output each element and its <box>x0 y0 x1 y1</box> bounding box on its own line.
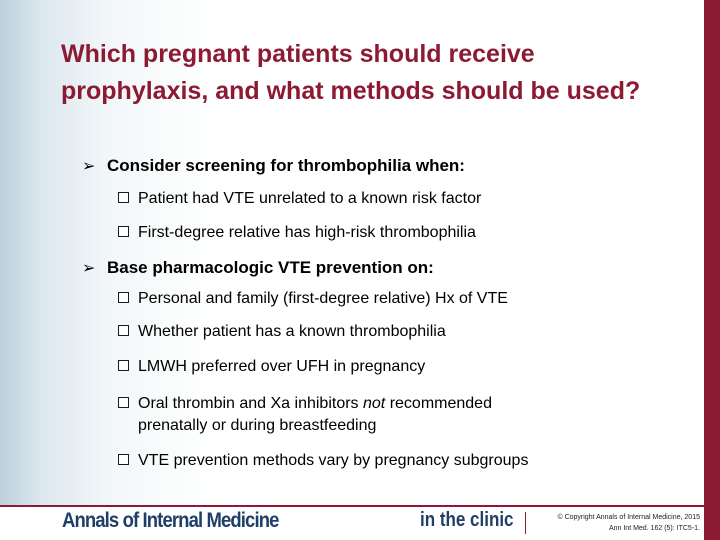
checkbox-bullet-icon <box>118 192 129 203</box>
checkbox-bullet-icon <box>118 292 129 303</box>
checkbox-bullet-icon <box>118 454 129 465</box>
arrow-bullet-icon: ➢ <box>82 260 96 277</box>
copyright-line2: Ann Int Med. 162 (5): ITC5-1. <box>608 525 700 532</box>
checkbox-bullet-icon <box>118 325 129 336</box>
checkbox-bullet-icon <box>118 360 129 371</box>
copyright <box>530 512 700 534</box>
footer-rule <box>0 505 704 507</box>
copyright-line1: © Copyright Annals of Internal Medicine, 2015 <box>557 514 700 521</box>
checkbox-bullet-icon <box>118 226 129 237</box>
bullet-label: Base pharmacologic VTE prevention on: <box>107 258 434 277</box>
item-text-line2: prenatally or during breastfeeding <box>138 417 377 434</box>
item-emphasis: not <box>363 395 386 412</box>
item-text: recommended <box>385 395 492 412</box>
right-accent-bar <box>704 0 720 540</box>
checkbox-bullet-icon <box>118 397 129 408</box>
footer-divider <box>525 512 526 534</box>
slide-title: Which pregnant patients should receive prophylaxis, and what methods should be used? <box>61 40 641 105</box>
section-logo: in the clinic <box>420 509 514 531</box>
item-text: Oral thrombin and Xa inhibitors <box>138 395 363 412</box>
arrow-bullet-icon: ➢ <box>82 158 96 175</box>
journal-logo: Annals of Internal Medicine <box>62 509 279 532</box>
bullet-label: Consider screening for thrombophilia when: <box>107 156 465 175</box>
